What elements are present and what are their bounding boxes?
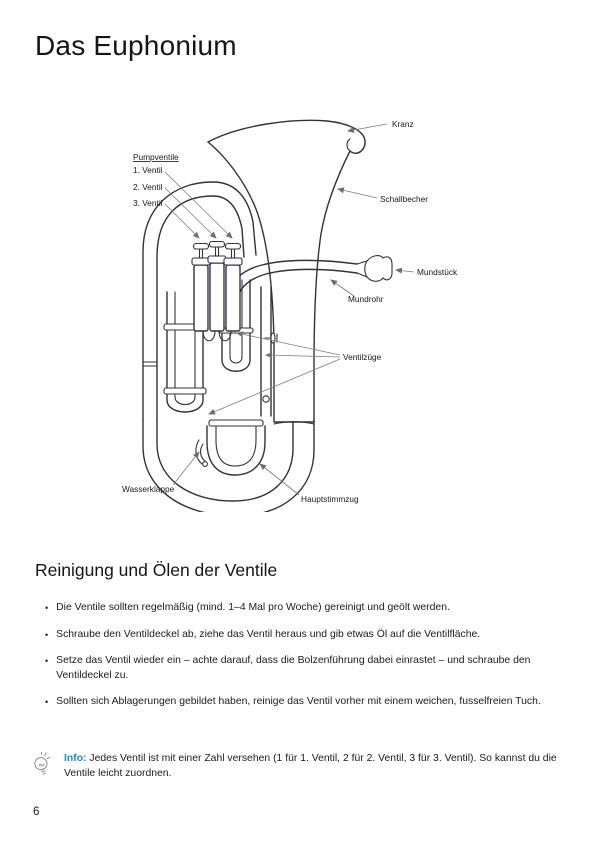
diagram-label-mundrohr: Mundrohr [348,294,384,304]
page-number: 6 [33,806,40,818]
diagram-label-schallbecher: Schallbecher [380,194,428,204]
diagram-label-ventil-3: 3. Ventil [133,198,163,208]
list-item-text: Sollten sich Ablagerungen gebildet haben, reinige das Ventil vorher mit einem weichen, fusselfreien Tuch. [56,696,541,707]
bottom-bow-outline [143,420,314,512]
page-title: Das Euphonium [35,30,237,61]
diagram-label-ventil-1: 1. Ventil [133,165,163,175]
diagram-label-kranz: Kranz [392,119,414,129]
info-box [30,751,567,781]
info-body: Jedes Ventil ist mit einer Zahl versehen (1 für 1. Ventil, 2 für 2. Ventil, 3 für 3. Ventil). So kannst du die Ventile leicht zuordnen. [64,753,557,779]
bullet-dot: • [45,603,49,613]
lightbulb-icon [30,752,53,779]
finger-button-2 [210,242,225,248]
list-item-text: Die Ventile sollten regelmäßig (mind. 1–4 Mal pro Woche) gereinigt und geölt werden. [56,602,450,613]
info-label: Info: [64,753,87,764]
diagram-label-pumpventile: Pumpventile [133,152,179,162]
list-item-text: Schraube den Ventildeckel ab, ziehe das Ventil heraus und gib etwas Öl auf die Ventilfläche. [56,628,481,640]
finger-button-3 [226,244,241,250]
section-heading: Reinigung und Ölen der Ventile [35,560,278,580]
list-item [45,695,567,710]
list-item-text: Setze das Ventil wieder ein – achte darauf, dass die Bolzenführung dabei einrastet – und schraube den Ventildeckel zu. [56,655,531,681]
list-item [45,654,567,683]
diagram-label-hauptstimmzug: Hauptstimmzug [301,494,359,504]
bullet-dot: • [45,697,49,707]
main-tuning-slide [207,420,265,475]
info-text [64,751,567,781]
finger-button-1 [194,244,209,250]
euphonium-diagram [115,112,475,512]
diagram-label-ventil-2: 2. Ventil [133,182,163,192]
diagram-label-mundstueck: Mundstück [417,267,458,277]
valve-casings [192,242,242,332]
bullet-dot: • [45,656,49,666]
list-item [45,628,567,643]
bullet-list [45,601,567,722]
diagram-label-wasserklappe: Wasserklappe [122,484,175,494]
diagram-label-ventilzuege: Ventilzüge [343,352,382,362]
bullet-dot: • [45,629,49,640]
list-item [45,601,567,616]
